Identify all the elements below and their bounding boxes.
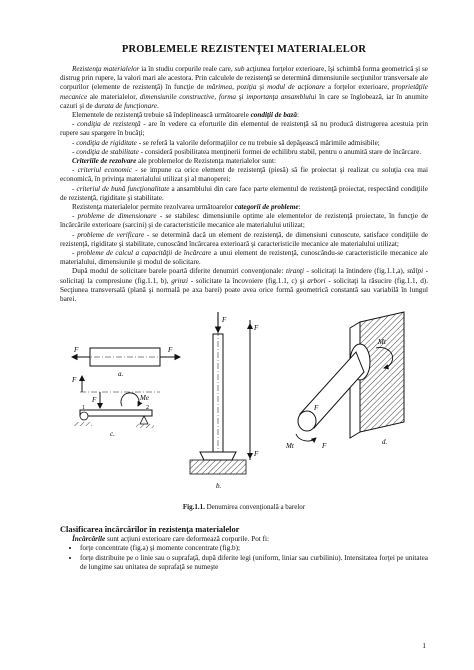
criterion-economic: - criteriul economic - se impune ca orice element de rezistenţă (piesă) să fie proiectat şi realizat cu soluţia cea mai economică, în privinţa materialului utilizat şi al manoperei;	[60, 166, 428, 184]
figure-1-1	[60, 310, 428, 515]
loads-intro: Încărcările sunt acţiuni exterioare care deformează corpurile. Pot fi:	[72, 535, 269, 544]
svg-text:F: F	[254, 450, 259, 459]
svg-text:F: F	[314, 404, 319, 413]
condition-stability: - condiţia de stabilitate - consideră posibilitatea menţinerii formei de echilibru stabil, pentru o anumită stare de încărcare.	[72, 147, 422, 156]
intro-paragraph: Rezistenţa materialelor ia în studiu corpurile reale care, sub acţiunea forţelor exterioare, îşi schimbă forma geometrică şi se distrug prin rupere, la valori mari ale acestora. Prin calculele de rezistenţă se determină dimensiunile secţiunilor transversale ale corpurilor (elemente de rezistenţă) în funcţie de mărimea, poziţia şi modul de acţionare a forţelor exterioare, proprietăţile mecanice ale materialelor, dimensiunile constructive, forma şi importanţa ansamblului în care se înglobează, iar în anumite cazuri şi de durata de funcţionare.	[60, 65, 429, 110]
criterion-functionality: - criteriul de bună funcţionalitate a ansamblului din care face parte elementul de rezistenţă proiectat, respectând condiţiile de rezistenţă, rigiditate şi stabilitate.	[60, 184, 428, 202]
torque-label-bottom: Mt	[286, 442, 294, 451]
category-capacity: - probleme de calcul a capacităţii de încărcare a unui element de rezistenţă, cunoscându-se caracteristicile mecanice ale materialului, dimensiunile şi modul de solicitare.	[60, 249, 428, 267]
subfig-label-d: d.	[382, 438, 388, 447]
subfig-label-a: a.	[118, 370, 124, 379]
svg-text:F: F	[92, 396, 97, 405]
svg-text:F: F	[72, 376, 77, 385]
condition-strength: - condiţia de rezistenţă - are în vedere ca eforturile din elementul de rezistenţă să nu producă distrugerea acestuia prin rupere sau spargere în bucăţi;	[60, 120, 428, 138]
category-verification: - probleme de verificare - se determină dacă un element de rezistenţă, de dimensiuni cunoscute, satisface condiţiile de rezistenţă, rigiditate şi stabilitate, cunoscând încărcarea exterioară şi caracteristicile mecanice ale materialului utilizat;	[60, 230, 428, 248]
subfig-label-c: c.	[110, 430, 115, 439]
criteria-intro: Criteriile de rezolvare ale problemelor de Rezistenţa materialelor sunt:	[72, 157, 276, 166]
force-label: F	[74, 346, 79, 355]
svg-text:F: F	[254, 324, 259, 333]
torque-label-top: Mt	[378, 338, 386, 347]
svg-text:1: 1	[82, 405, 85, 412]
list-item: • forţe concentrate (fig.a) şi momente concentrate (fig.b);	[80, 544, 428, 553]
shaft-d	[285, 312, 404, 450]
svg-text:F: F	[168, 346, 173, 355]
column-b	[190, 312, 259, 490]
categories-intro: Rezistenţa materialelor permite rezolvarea următoarelor categorii de probleme:	[72, 203, 301, 212]
tie-rod-a	[72, 346, 180, 378]
moment-label: Me	[140, 394, 149, 403]
figure-caption: Fig.1.1. Denumirea convenţională a barelor	[182, 503, 306, 512]
svg-text:2: 2	[146, 405, 149, 412]
bar-types-diagram	[60, 310, 428, 500]
section-heading: Clasificarea încărcărilor în rezistenţa materialelor	[60, 525, 240, 535]
list-item: • forţe distribuite pe o linie sau o suprafaţă, după diferite legi (uniform, liniar sau curbiliniu). Intensitatea forţei pe unitatea de lungime sau unitatea de suprafaţă se numeşte	[80, 554, 428, 572]
page-number: 1	[422, 641, 426, 650]
bars-paragraph: După modul de solicitare barele poartă diferite denumiri convenţionale: tiranţi - solicitaţi la întindere (fig.1.1,a), stâlpi - solicitaţi la compresiune (fig.1.1, b), grinzi - solicitate la încovoiere (fig.1.1, c) şi arbori - solicitaţi la răsucire (fig.1.1, d). Secţiunea transversală (plană şi normală pe axa barei) poate avea orice formă geometrică constantă sau variabilă în lungul barei.	[60, 267, 428, 304]
loads-list	[60, 544, 428, 572]
subfig-label-b: b.	[216, 482, 222, 491]
svg-text:F: F	[322, 442, 327, 451]
term-rezistenta: Rezistenţa materialelor	[72, 65, 140, 73]
svg-text:F: F	[222, 316, 227, 325]
beam-c	[71, 376, 160, 438]
conditions-intro: Elementele de rezistenţă trebuie să îndeplinească următoarele condiţii de bază:	[72, 111, 299, 120]
condition-rigidity: - condiţia de rigiditate - se referă la valorile deformaţiilor ce nu trebuie să depăşească mărimile admisibile;	[72, 138, 380, 147]
page-title: PROBLEMELE REZISTENŢEI MATERIALELOR	[121, 44, 367, 55]
category-dimensioning: - probleme de dimensionare - se stabilesc dimensiunile optime ale elementelor de rezistenţă proiectate, în funcţie de încărcările exterioare (sarcini) şi de caracteristicile mecanice ale materialului utilizat;	[60, 212, 428, 230]
